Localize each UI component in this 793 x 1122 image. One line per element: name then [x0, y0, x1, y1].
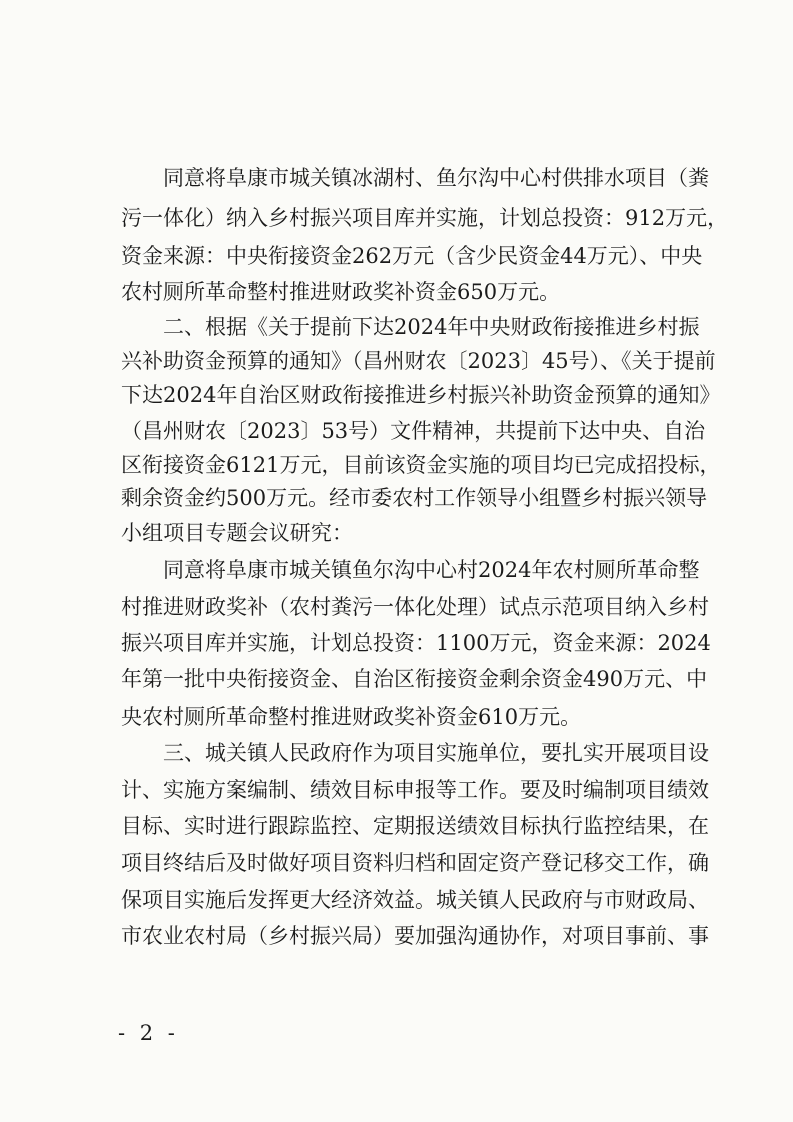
- page-number: - 2 -: [118, 1021, 179, 1045]
- text-line: 剩余资金约500万元。经市委农村工作领导小组暨乡村振兴领导: [121, 486, 708, 510]
- text-line: 污一体化）纳入乡村振兴项目库并实施，计划总投资：912万元，: [121, 206, 729, 230]
- text-line: 年第一批中央衔接资金、自治区衔接资金剩余资金490万元、中: [121, 667, 708, 691]
- text-line: 项目终结后及时做好项目资料归档和固定资产登记移交工作，确: [121, 851, 709, 875]
- text-line: 振兴项目库并实施，计划总投资：1100万元，资金来源：2024: [121, 631, 711, 655]
- text-line: 二、根据《关于提前下达2024年中央财政衔接推进乡村振: [163, 315, 700, 339]
- text-line: （昌州财农〔2023〕53号）文件精神，共提前下达中央、自治: [121, 419, 706, 443]
- text-line: 市农业农村局（乡村振兴局）要加强沟通协作，对项目事前、事: [121, 924, 709, 948]
- text-line: 下达2024年自治区财政衔接推进乡村振兴补助资金预算的通知》: [121, 383, 721, 407]
- text-line: 区衔接资金6121万元，目前该资金实施的项目均已完成招投标，: [121, 453, 721, 477]
- text-line: 计、实施方案编制、绩效目标申报等工作。要及时编制项目绩效: [121, 778, 709, 802]
- text-line: 保项目实施后发挥更大经济效益。城关镇人民政府与市财政局、: [121, 888, 709, 912]
- text-line: 央农村厕所革命整村推进财政奖补资金610万元。: [121, 705, 582, 729]
- text-line: 村推进财政奖补（农村粪污一体化处理）试点示范项目纳入乡村: [121, 595, 709, 619]
- text-line: 兴补助资金预算的通知》（昌州财农〔2023〕45号）、《关于提前: [121, 349, 716, 373]
- text-line: 同意将阜康市城关镇冰湖村、鱼尔沟中心村供排水项目（粪: [163, 166, 709, 190]
- text-line: 资金来源：中央衔接资金262万元（含少民资金44万元）、中央: [121, 244, 703, 268]
- text-line: 小组项目专题会议研究：: [121, 521, 353, 545]
- text-line: 同意将阜康市城关镇鱼尔沟中心村2024年农村厕所革命整: [163, 558, 700, 582]
- text-line: 三、城关镇人民政府作为项目实施单位，要扎实开展项目设: [163, 741, 709, 765]
- text-line: 目标、实时进行跟踪监控、定期报送绩效目标执行监控结果，在: [121, 814, 709, 838]
- text-line: 农村厕所革命整村推进财政奖补资金650万元。: [121, 280, 561, 304]
